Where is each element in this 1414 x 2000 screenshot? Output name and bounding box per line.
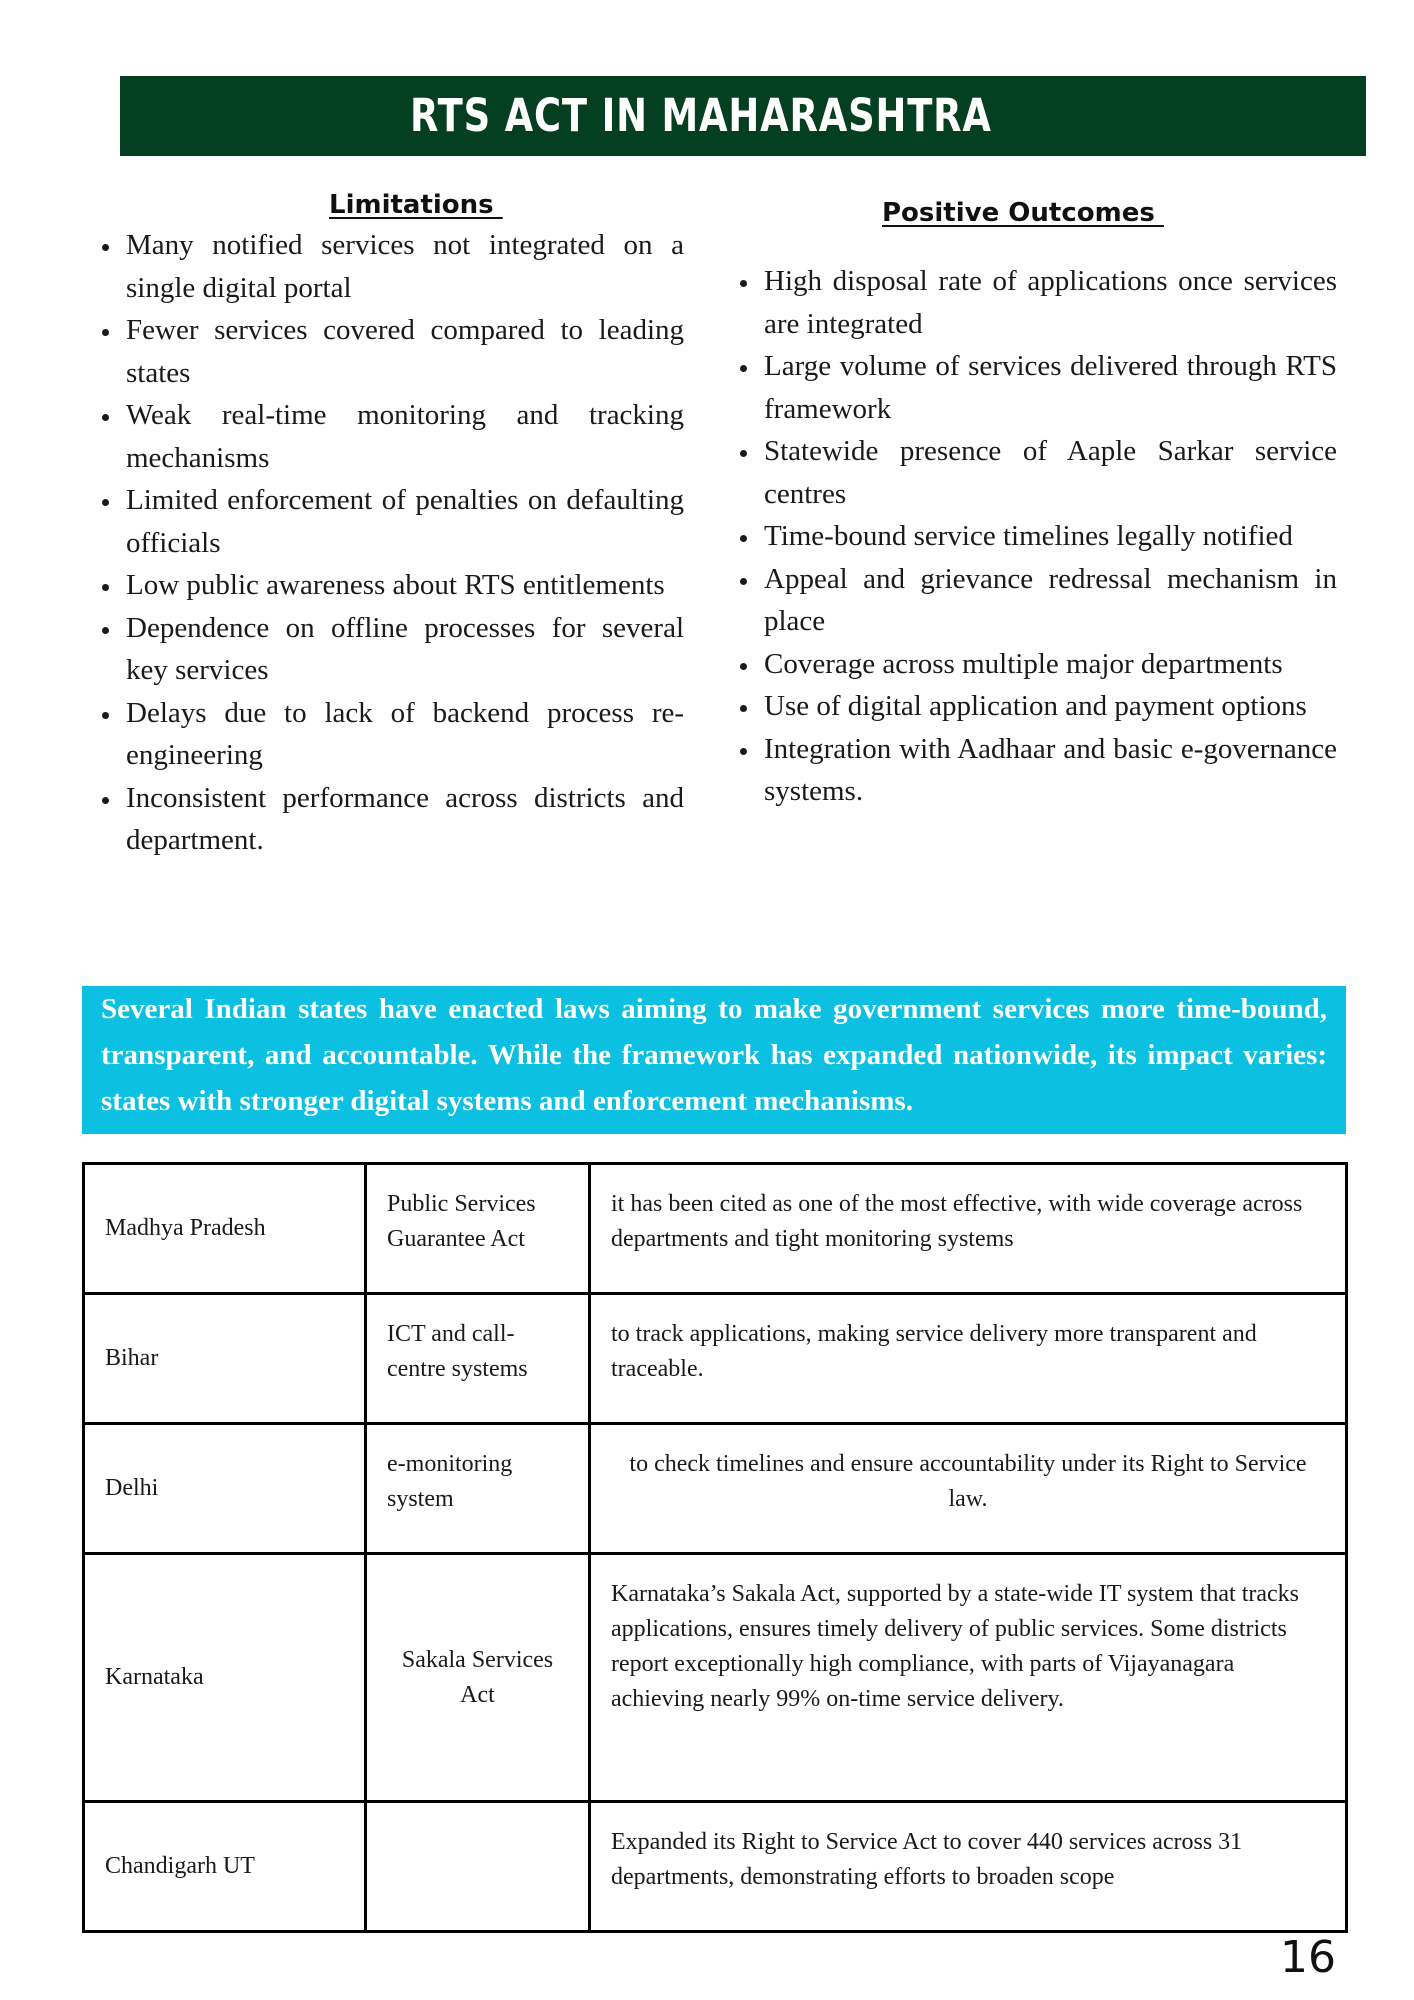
positive-outcomes-list	[732, 260, 1337, 813]
state-cell: Bihar	[84, 1294, 366, 1424]
description-cell: Expanded its Right to Service Act to cover 440 services across 31 departments, demonstrating efforts to broaden scope	[590, 1802, 1347, 1932]
info-callout	[82, 986, 1346, 1134]
table-row	[84, 1802, 1347, 1932]
state-cell: Karnataka	[84, 1554, 366, 1802]
act-cell: Sakala Services Act	[366, 1554, 590, 1802]
list-item: Dependence on offline processes for several key services	[94, 607, 684, 692]
list-item: Time-bound service timelines legally notified	[732, 515, 1337, 558]
table-row	[84, 1554, 1347, 1802]
page-title-banner	[120, 76, 1366, 156]
table-row	[84, 1424, 1347, 1554]
list-item: Appeal and grievance redressal mechanism in place	[732, 558, 1337, 643]
limitations-column	[94, 190, 684, 862]
list-item: Fewer services covered compared to leading states	[94, 309, 684, 394]
description-cell: it has been cited as one of the most effective, with wide coverage across departments and tight monitoring systems	[590, 1164, 1347, 1294]
list-item: Many notified services not integrated on a single digital portal	[94, 224, 684, 309]
description-cell: to check timelines and ensure accountability under its Right to Service law.	[590, 1424, 1347, 1554]
state-comparison-table	[82, 1162, 1348, 1933]
limitations-heading: Limitations	[329, 190, 503, 220]
list-item: Inconsistent performance across districts and department.	[94, 777, 684, 862]
state-cell: Chandigarh UT	[84, 1802, 366, 1932]
act-cell: e-monitoring system	[366, 1424, 590, 1554]
act-cell	[366, 1802, 590, 1932]
state-cell: Madhya Pradesh	[84, 1164, 366, 1294]
act-cell: ICT and call-centre systems	[366, 1294, 590, 1424]
list-item: Statewide presence of Aaple Sarkar service centres	[732, 430, 1337, 515]
list-item: Low public awareness about RTS entitlements	[94, 564, 684, 607]
list-item: Limited enforcement of penalties on defaulting officials	[94, 479, 684, 564]
info-callout-text: Several Indian states have enacted laws aiming to make government services more time-bound, transparent, and accountable. While the framework has expanded nationwide, its impact varies: states with stronger digital systems and enforcement mechanisms.	[101, 993, 1327, 1117]
list-item: Integration with Aadhaar and basic e-governance systems.	[732, 728, 1337, 813]
state-cell: Delhi	[84, 1424, 366, 1554]
description-cell: to track applications, making service delivery more transparent and traceable.	[590, 1294, 1347, 1424]
table-row	[84, 1164, 1347, 1294]
list-item: Use of digital application and payment options	[732, 685, 1337, 728]
list-item: Large volume of services delivered through RTS framework	[732, 345, 1337, 430]
limitations-list	[94, 224, 684, 862]
positive-outcomes-column	[732, 198, 1337, 813]
list-item: Coverage across multiple major departments	[732, 643, 1337, 686]
table-row	[84, 1294, 1347, 1424]
page-number: 16	[1280, 1932, 1336, 1983]
page-title: RTS ACT IN MAHARASHTRA	[410, 89, 992, 142]
act-cell: Public Services Guarantee Act	[366, 1164, 590, 1294]
list-item: Weak real-time monitoring and tracking mechanisms	[94, 394, 684, 479]
list-item: Delays due to lack of backend process re-engineering	[94, 692, 684, 777]
description-cell: Karnataka’s Sakala Act, supported by a state-wide IT system that tracks applications, ensures timely delivery of public services. Some districts report exceptionally high compliance, with parts of Vijayanagara achieving nearly 99% on-time service delivery.	[590, 1554, 1347, 1802]
positive-outcomes-heading: Positive Outcomes	[882, 198, 1164, 228]
list-item: High disposal rate of applications once services are integrated	[732, 260, 1337, 345]
